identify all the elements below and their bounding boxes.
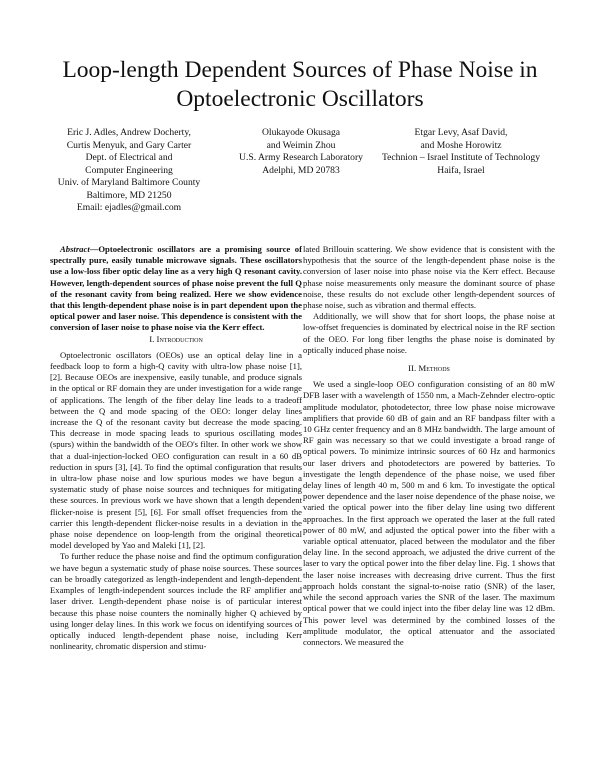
affiliation-line: Dept. of Electrical and — [85, 152, 173, 163]
abstract-label: Abstract — [60, 244, 90, 254]
intro-paragraph-2: To further reduce the phase noise and find the optimum configuration we have begun a systematic study of phase noise sources. These sources can be broadly categorized as length-independent and length-dependent. Examples of length-independent sources include the RF amplifier and laser driver. Length-dependent phase noise is of particular interest because this phase noise counters the nominally higher Q achieved by using longer delay lines. In this work we focus on identifying sources of optically induced length-dependent phase noise, including Kerr nonlinearity, chromatic dispersion and stimu- — [50, 551, 302, 652]
title-line-2: Optoelectronic Oscillators — [176, 86, 424, 112]
affiliation-line: Baltimore, MD 21250 — [86, 189, 172, 201]
affiliation-line: Adelphi, MD 20783 — [262, 164, 340, 176]
left-column — [50, 244, 302, 652]
intro-paragraph-3: Additionally, we will show that for short loops, the phase noise at low-offset frequencies is dominated by electrical noise in the RF section of the OEO. For long fiber lengths the phase noise is dominated by optically induced phase noise. — [303, 311, 555, 355]
author-line: Eric J. Adles, Andrew Docherty, — [67, 127, 191, 138]
author-block-technion — [356, 127, 566, 177]
abstract-text: —Optoelectronic oscillators are a promising source of spectrally pure, easily tunable microwave signals. These oscillators use a low-loss fiber optic delay line as a very high Q resonant cavity. However, length-dependent sources of phase noise prevent the full Q of the resonant cavity from being realized. Here we show evidence that this length-dependent phase noise is in part dependent upon the optical power and laser noise. This dependence is consistent with the conversion of laser noise to phase noise via the Kerr effect. — [50, 244, 302, 333]
author-line: Etgar Levy, Asaf David, — [414, 127, 508, 138]
author-line: Olukayode Okusaga — [261, 127, 341, 138]
abstract — [50, 244, 302, 334]
title-line-1: Loop-length Dependent Sources of Phase Noise in — [62, 57, 538, 83]
author-line: and Moshe Horowitz — [420, 139, 502, 151]
affiliation-line: Computer Engineering — [85, 164, 173, 176]
author-line: Curtis Menyuk, and Gary Carter — [66, 139, 192, 151]
right-column — [303, 244, 555, 648]
section-heading-methods: II. Methods — [408, 363, 450, 374]
intro-paragraph-2-continued: lated Brillouin scattering. We show evidence that is consistent with the hypothesis that the source of the length-dependent phase noise is the conversion of laser noise into phase noise via the Kerr effect. Because phase noise measurements only measure the dominant source of phase noise, these results do not exclude other length-dependent sources of phase noise, such as vibration and thermal effects. — [303, 244, 555, 311]
affiliation-line: Technion – Israel Institute of Technology — [381, 152, 541, 163]
paper-title — [0, 56, 600, 114]
author-line: and Weimin Zhou — [266, 139, 336, 151]
author-block-umbc — [40, 127, 218, 215]
intro-paragraph-1: Optoelectronic oscillators (OEOs) use an optical delay line in a feedback loop to form a high-Q cavity with ultra-low phase noise [1], [2]. Because OEOs are inexpensive, easily tunable, and produce signals in the optical or RF domain they are under investigation for a wide range of applications. The length of the fiber delay line leads to a tradeoff between the Q and mode spacing of the OEO: longer delay lines increase the Q of the resonant cavity but decrease the mode spacing. This decrease in mode spacing leads to spurious oscillating modes (spurs) within the bandwidth of the OEO's filter. In other work we show that a dual-injection-locked OEO configuration can result in a 60 dB reduction in spurs [3], [4]. To find the optimal configuration that results in ultra-low phase noise and low spurious modes we have begun a systematic study of phase noise sources and techniques for mitigating these sources. In previous work we have shown that a length dependent flicker-noise is present [5], [6]. For small offset frequencies from the carrier this length-dependent flicker-noise results in a deviation in the phase noise dependence on loop-length from the original theoretical model developed by Yao and Maleki [1], [2]. — [50, 349, 302, 551]
email-line: Email: ejadles@gmail.com — [76, 202, 182, 213]
affiliation-line: U.S. Army Research Laboratory — [239, 152, 363, 163]
section-heading-introduction: I. Introduction — [149, 333, 203, 344]
affiliation-line: Univ. of Maryland Baltimore County — [57, 177, 201, 188]
affiliation-line: Haifa, Israel — [437, 164, 485, 176]
methods-paragraph-1: We used a single-loop OEO configuration consisting of an 80 mW DFB laser with a wavelength of 1550 nm, a Mach-Zehnder electro-optic amplitude modulator, photodetector, three low phase noise microwave amplifiers that provide 60 dB of gain and an RF bandpass filter with a 10 GHz center frequency and an 8 MHz bandwidth. The large amount of RF gain was necessary so that we could investigate a broad range of optical powers. To minimize intrinsic sources of 60 Hz and harmonics our laser drivers and photodetectors are powered by batteries. To investigate the length dependence of the phase noise, we used fiber delay lines of length 40 m, 500 m and 6 km. To investigate the optical power dependence and the laser noise dependence of the phase noise, we varied the optical power into the fiber delay line using two different approaches. In the first approach we operated the laser at the full rated power of 80 mW, and adjusted the optical power into the fiber with a variable optical attenuator, placed between the modulator and the fiber delay line. In the second approach, we adjusted the drive current of the laser to vary the optical power into the fiber delay line. Fig. 1 shows that the laser noise increases with decreasing drive current. Thus the first approach holds constant the signal-to-noise ratio (SNR) of the laser, while the second approach varies the SNR of the laser. The maximum optical power that we could inject into the fiber delay line was 12 dBm. This power level was determined by the combined losses of the amplitude modulator, the optical attenuator and the associated connectors. We measured the — [303, 379, 555, 647]
